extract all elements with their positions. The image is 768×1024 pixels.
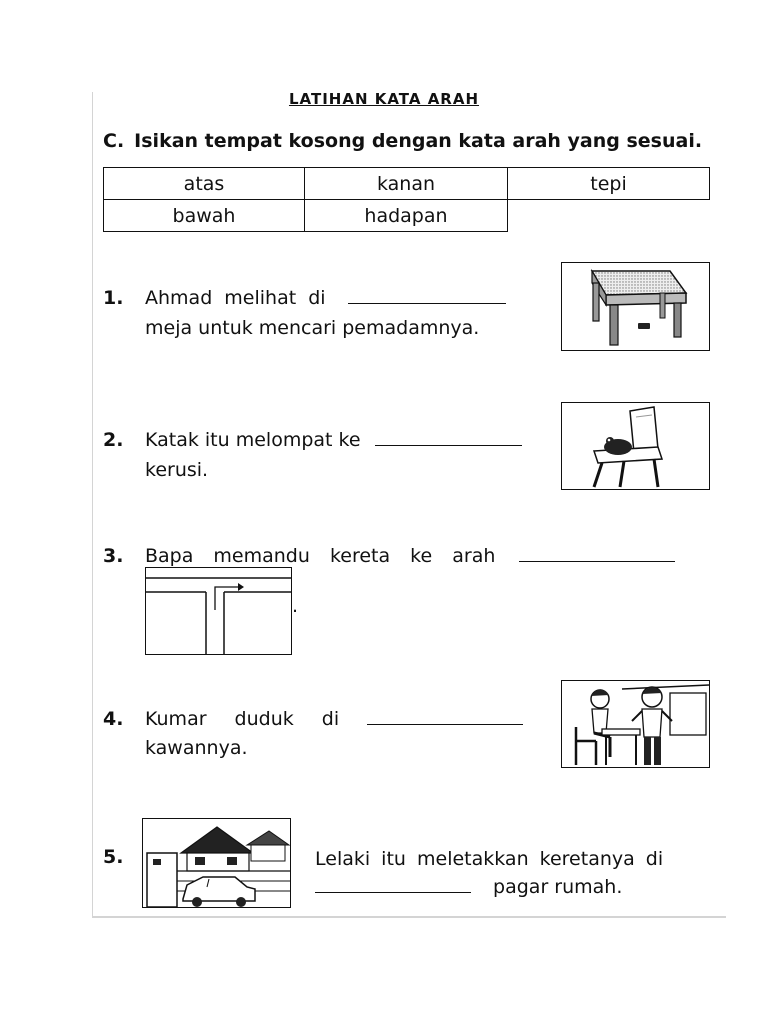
question-3-line-1 — [145, 542, 675, 570]
question-text: kawannya. — [145, 737, 248, 759]
answer-blank[interactable] — [348, 289, 506, 304]
question-text: kerusi. — [145, 459, 209, 481]
answer-blank[interactable] — [519, 547, 675, 562]
question-text: Katak itu melompat ke — [145, 429, 361, 451]
page-edge — [92, 92, 93, 918]
answer-blank[interactable] — [367, 710, 523, 725]
question-text: pagar rumah. — [493, 876, 623, 898]
word-bank-cell: bawah — [104, 200, 305, 232]
question-text: Bapa memandu kereta ke arah — [145, 545, 496, 567]
question-number: 4. — [103, 708, 124, 730]
question-text: meja untuk mencari pemadamnya. — [145, 317, 480, 339]
word-bank-cell: kanan — [305, 168, 508, 200]
word-bank-cell: tepi — [508, 168, 710, 200]
question-2-line-1 — [145, 426, 522, 454]
page-edge — [92, 916, 726, 918]
instruction — [103, 130, 702, 152]
question-text: Ahmad melihat di — [145, 287, 326, 309]
word-bank-table — [103, 167, 710, 232]
question-number: 2. — [103, 429, 124, 451]
table-illustration — [561, 262, 710, 351]
instruction-text: Isikan tempat kosong dengan kata arah yang sesuai. — [134, 130, 703, 152]
question-5-line-2 — [315, 873, 622, 901]
question-text: Kumar duduk di — [145, 708, 340, 730]
question-number: 5. — [103, 846, 124, 868]
boys-classroom-illustration — [561, 680, 710, 768]
word-bank-cell: atas — [104, 168, 305, 200]
word-bank-cell: hadapan — [305, 200, 508, 232]
question-number: 3. — [103, 545, 124, 567]
chair-frog-illustration — [561, 402, 710, 490]
answer-blank[interactable] — [315, 878, 471, 893]
question-number: 1. — [103, 287, 124, 309]
question-1-line-1 — [145, 284, 506, 312]
house-car-illustration — [142, 818, 291, 908]
answer-blank[interactable] — [375, 431, 522, 446]
question-4-line-1 — [145, 705, 523, 733]
road-direction-diagram — [145, 567, 292, 655]
word-bank-empty-cell — [508, 200, 710, 232]
question-text: . — [292, 595, 299, 617]
worksheet-title: LATIHAN KATA ARAH — [288, 90, 480, 108]
instruction-number: C. — [103, 130, 125, 152]
question-text: Lelaki itu meletakkan keretanya di — [315, 848, 664, 870]
